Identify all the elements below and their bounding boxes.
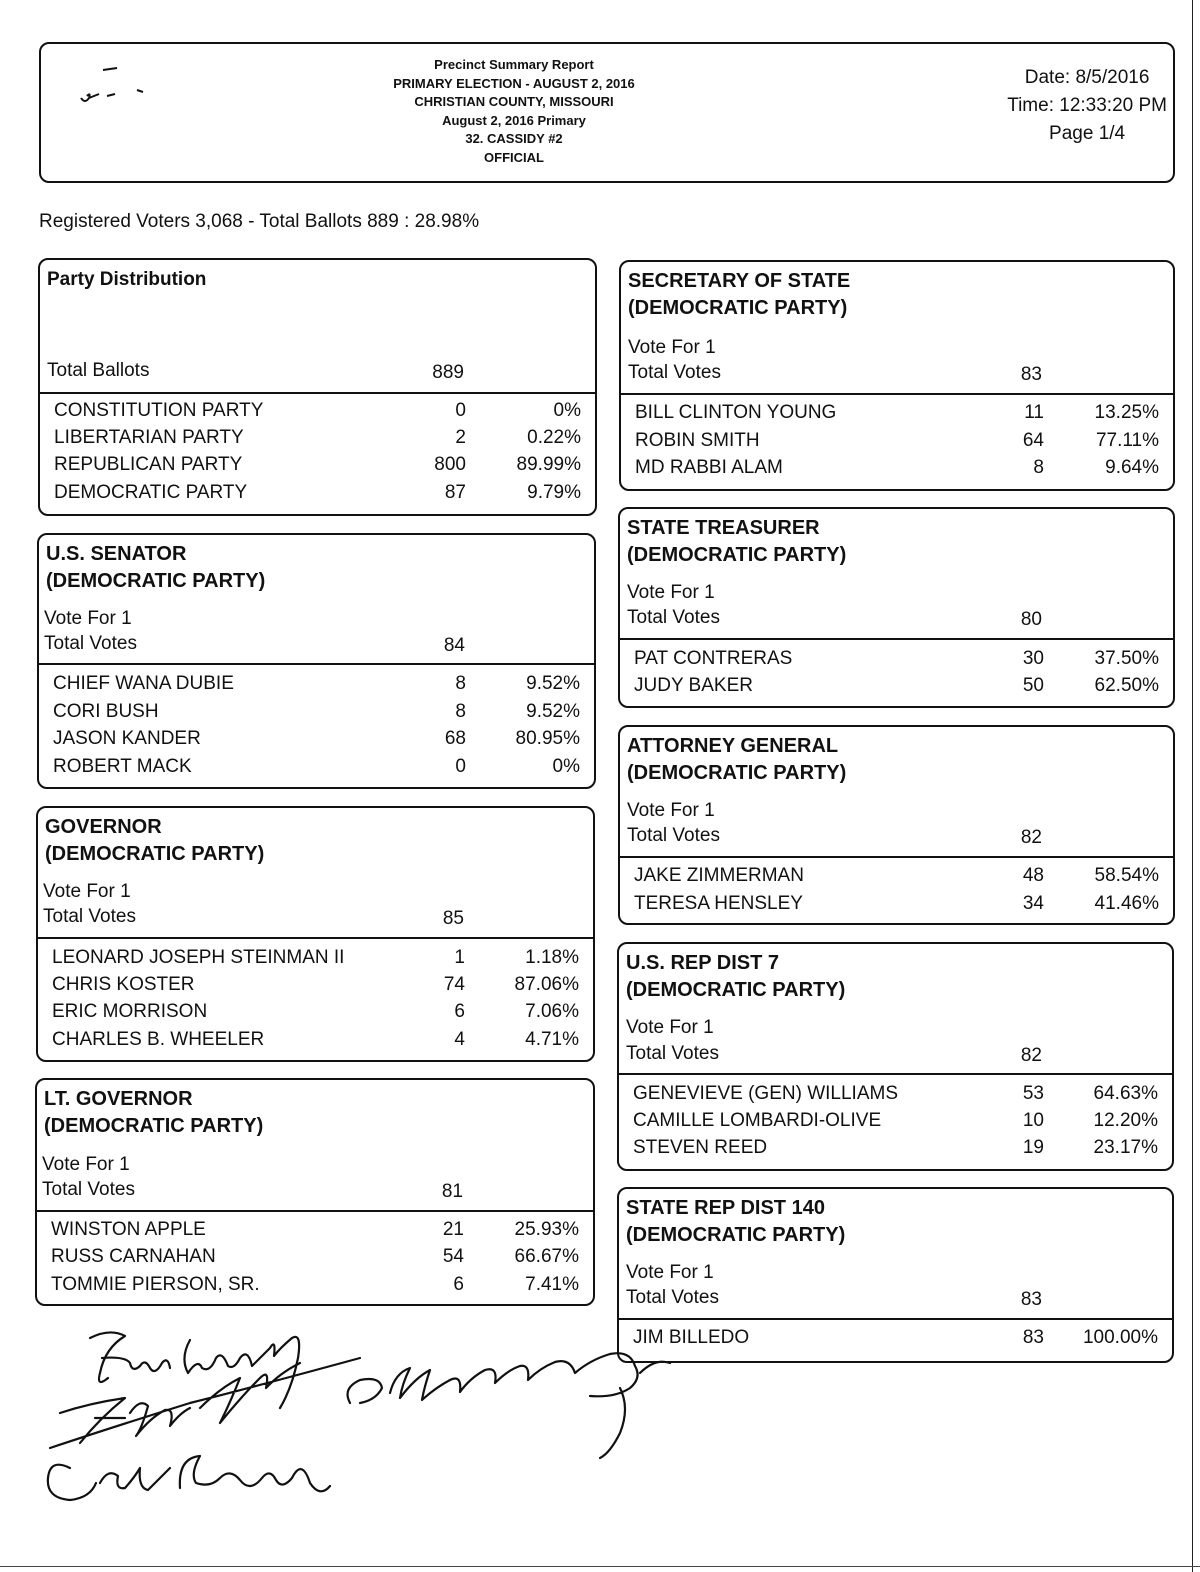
party-percent: 89.99% [516, 454, 581, 475]
candidate-name: STEVEN REED [633, 1137, 768, 1158]
race-title: U.S. REP DIST 7 (DEMOCRATIC PARTY) [626, 952, 846, 1001]
table-row [54, 400, 581, 427]
candidate-row [51, 1274, 579, 1301]
candidate-name: RUSS CARNAHAN [51, 1246, 216, 1267]
election-date: August 2, 2016 Primary [442, 112, 586, 128]
candidate-percent: 37.50% [1094, 648, 1159, 669]
candidate-name: BILL CLINTON YOUNG [635, 402, 837, 423]
candidate-row [53, 728, 580, 755]
report-header [39, 42, 1175, 183]
divider [621, 393, 1173, 395]
total-votes-value: 83 [1020, 364, 1042, 385]
candidate-name: MD RABBI ALAM [635, 457, 783, 478]
party-votes: 0 [455, 400, 466, 421]
candidate-percent: 4.71% [525, 1029, 579, 1050]
candidate-row [52, 1001, 579, 1028]
page-number: Page 1/4 [1049, 123, 1126, 144]
candidate-percent: 23.17% [1093, 1137, 1158, 1158]
candidate-row [634, 865, 1159, 892]
candidate-name: JUDY BAKER [634, 675, 753, 696]
candidate-name: TOMMIE PIERSON, SR. [51, 1274, 260, 1295]
county-name: CHRISTIAN COUNTY, MISSOURI [414, 94, 614, 109]
total-votes-label: Total Votes [627, 825, 720, 846]
scribble-mark [59, 58, 159, 118]
party-name: REPUBLICAN PARTY [54, 454, 243, 475]
candidate-row [634, 893, 1159, 920]
candidate-row [633, 1083, 1158, 1110]
report-title: Precinct Summary Report [434, 57, 594, 72]
vote-for-label: Vote For 1 [44, 608, 132, 629]
party-distribution-box [38, 258, 597, 516]
divider [38, 937, 593, 939]
candidate-percent: 25.93% [514, 1219, 579, 1240]
candidate-name: JIM BILLEDO [633, 1327, 750, 1348]
registered-voters-line: Registered Voters 3,068 - Total Ballots 889 : 28.98% [39, 211, 480, 232]
candidate-votes: 83 [1022, 1327, 1044, 1348]
candidate-row [53, 701, 580, 728]
candidate-votes: 8 [1033, 457, 1044, 478]
page-edge [1192, 0, 1193, 1572]
candidate-votes: 8 [455, 701, 466, 722]
candidate-percent: 58.54% [1094, 865, 1159, 886]
report-title-block [341, 56, 687, 167]
candidate-votes: 21 [442, 1219, 464, 1240]
race-title: STATE REP DIST 140 (DEMOCRATIC PARTY) [626, 1197, 846, 1246]
total-votes-value: 83 [1020, 1289, 1042, 1310]
vote-for-label: Vote For 1 [626, 1262, 714, 1283]
candidate-votes: 10 [1022, 1110, 1044, 1131]
candidate-row [635, 402, 1159, 429]
party-percent: 0% [553, 400, 581, 421]
vote-for-label: Vote For 1 [627, 582, 715, 603]
total-votes-label: Total Votes [626, 1287, 719, 1308]
candidate-row [633, 1327, 1158, 1354]
candidate-percent: 62.50% [1094, 675, 1159, 696]
candidate-percent: 9.64% [1105, 457, 1159, 478]
race-lt-governor [35, 1078, 595, 1306]
party-percent: 9.79% [527, 482, 581, 503]
total-votes-value: 85 [442, 908, 464, 929]
candidate-votes: 34 [1022, 893, 1044, 914]
candidate-votes: 74 [443, 974, 465, 995]
candidate-votes: 53 [1022, 1083, 1044, 1104]
candidate-votes: 48 [1022, 865, 1044, 886]
race-governor [36, 806, 595, 1062]
candidate-row [51, 1219, 579, 1246]
candidate-row [52, 1029, 579, 1056]
candidate-row [53, 756, 580, 783]
race-title: GOVERNOR (DEMOCRATIC PARTY) [45, 816, 265, 865]
candidate-row [633, 1110, 1158, 1137]
total-votes-label: Total Votes [44, 633, 137, 654]
candidate-name: CHARLES B. WHEELER [52, 1029, 265, 1050]
report-meta [1007, 64, 1167, 148]
total-votes-value: 80 [1020, 609, 1042, 630]
candidate-name: CHRIS KOSTER [52, 974, 195, 995]
race-title: ATTORNEY GENERAL (DEMOCRATIC PARTY) [627, 735, 847, 784]
candidate-name: JASON KANDER [53, 728, 201, 749]
race-us-rep-dist-7 [617, 942, 1174, 1171]
candidate-percent: 1.18% [525, 947, 579, 968]
candidate-row [635, 457, 1159, 484]
total-votes-label: Total Votes [626, 1043, 719, 1064]
signature-4 [48, 1456, 330, 1500]
candidate-name: CAMILLE LOMBARDI-OLIVE [633, 1110, 882, 1131]
race-title: SECRETARY OF STATE (DEMOCRATIC PARTY) [628, 270, 851, 319]
candidate-name: LEONARD JOSEPH STEINMAN II [52, 947, 345, 968]
candidate-percent: 9.52% [526, 673, 580, 694]
total-votes-value: 82 [1020, 1045, 1042, 1066]
divider [619, 1073, 1172, 1075]
race-us-senator [37, 533, 596, 789]
divider [619, 1318, 1172, 1320]
party-name: LIBERTARIAN PARTY [54, 427, 244, 448]
candidate-percent: 0% [552, 756, 580, 777]
vote-for-label: Vote For 1 [628, 337, 716, 358]
candidate-votes: 6 [453, 1274, 464, 1295]
candidate-row [633, 1137, 1158, 1164]
divider [40, 392, 595, 394]
candidate-votes: 30 [1022, 648, 1044, 669]
divider [620, 856, 1173, 858]
candidate-percent: 41.46% [1094, 893, 1159, 914]
divider [620, 638, 1173, 640]
vote-for-label: Vote For 1 [627, 800, 715, 821]
signature-1 [90, 1332, 299, 1408]
signature-2 [50, 1358, 360, 1448]
table-row [54, 482, 581, 509]
vote-for-label: Vote For 1 [42, 1154, 130, 1175]
candidate-row [52, 974, 579, 1001]
candidate-name: PAT CONTRERAS [634, 648, 793, 669]
total-votes-value: 81 [441, 1181, 463, 1202]
candidate-percent: 77.11% [1095, 430, 1159, 451]
candidate-name: ROBERT MACK [53, 756, 192, 777]
candidate-votes: 4 [454, 1029, 465, 1050]
candidate-name: JAKE ZIMMERMAN [634, 865, 804, 886]
total-votes-label: Total Votes [42, 1179, 135, 1200]
candidate-percent: 7.41% [525, 1274, 579, 1295]
candidate-name: CHIEF WANA DUBIE [53, 673, 234, 694]
candidate-votes: 1 [454, 947, 465, 968]
candidate-percent: 100.00% [1082, 1327, 1158, 1348]
party-votes: 87 [444, 482, 466, 503]
table-row [54, 454, 581, 481]
vote-for-label: Vote For 1 [43, 881, 131, 902]
candidate-row [635, 430, 1159, 457]
candidate-percent: 13.25% [1094, 402, 1159, 423]
candidate-name: WINSTON APPLE [51, 1219, 206, 1240]
party-votes: 800 [434, 454, 466, 475]
signatures [30, 1318, 690, 1528]
candidate-votes: 8 [455, 673, 466, 694]
total-votes-label: Total Votes [43, 906, 136, 927]
election-name: PRIMARY ELECTION - AUGUST 2, 2016 [393, 75, 635, 91]
party-name: CONSTITUTION PARTY [54, 400, 264, 421]
candidate-votes: 54 [442, 1246, 464, 1267]
candidate-row [51, 1246, 579, 1273]
candidate-percent: 80.95% [515, 728, 580, 749]
precinct-name: 32. CASSIDY #2 [465, 131, 563, 146]
race-attorney-general [618, 725, 1175, 925]
candidate-votes: 0 [455, 756, 466, 777]
candidate-row [52, 947, 579, 974]
candidate-row [53, 673, 580, 700]
candidate-percent: 66.67% [514, 1246, 579, 1267]
candidate-percent: 12.20% [1093, 1110, 1158, 1131]
report-date: Date: 8/5/2016 [1024, 67, 1150, 88]
total-votes-label: Total Votes [628, 362, 721, 383]
candidate-name: TERESA HENSLEY [634, 893, 803, 914]
report-time: Time: 12:33:20 PM [1007, 95, 1167, 116]
total-votes-label: Total Votes [627, 607, 720, 628]
total-ballots-value: 889 [432, 362, 464, 383]
race-title: STATE TREASURER (DEMOCRATIC PARTY) [627, 517, 847, 566]
candidate-name: GENEVIEVE (GEN) WILLIAMS [633, 1083, 898, 1104]
candidate-name: ROBIN SMITH [635, 430, 760, 451]
divider [39, 663, 594, 665]
total-ballots-label: Total Ballots [47, 360, 150, 381]
candidate-percent: 87.06% [514, 974, 579, 995]
candidate-name: CORI BUSH [53, 701, 159, 722]
candidate-percent: 64.63% [1093, 1083, 1158, 1104]
candidate-row [634, 648, 1159, 675]
candidate-row [634, 675, 1159, 702]
candidate-name: ERIC MORRISON [52, 1001, 208, 1022]
party-percent: 0.22% [527, 427, 581, 448]
total-votes-value: 84 [443, 635, 465, 656]
candidate-percent: 7.06% [525, 1001, 579, 1022]
candidate-votes: 64 [1022, 430, 1044, 451]
divider [37, 1210, 593, 1212]
candidate-votes: 68 [444, 728, 466, 749]
table-row [54, 427, 581, 454]
race-state-rep-dist-140 [617, 1187, 1174, 1363]
race-title: LT. GOVERNOR (DEMOCRATIC PARTY) [44, 1088, 264, 1137]
race-secretary-of-state [619, 260, 1175, 491]
total-votes-value: 82 [1020, 827, 1042, 848]
party-distribution-title: Party Distribution [47, 269, 207, 290]
vote-for-label: Vote For 1 [626, 1017, 714, 1038]
candidate-votes: 19 [1022, 1137, 1044, 1158]
party-name: DEMOCRATIC PARTY [54, 482, 248, 503]
signature-3 [348, 1353, 670, 1458]
race-state-treasurer [618, 507, 1175, 708]
page-edge-bottom [0, 1566, 1200, 1567]
candidate-votes: 6 [454, 1001, 465, 1022]
candidate-votes: 11 [1024, 402, 1044, 423]
candidate-percent: 9.52% [526, 701, 580, 722]
official-label: OFFICIAL [484, 149, 544, 165]
party-votes: 2 [455, 427, 466, 448]
candidate-votes: 50 [1022, 675, 1044, 696]
race-title: U.S. SENATOR (DEMOCRATIC PARTY) [46, 543, 266, 592]
